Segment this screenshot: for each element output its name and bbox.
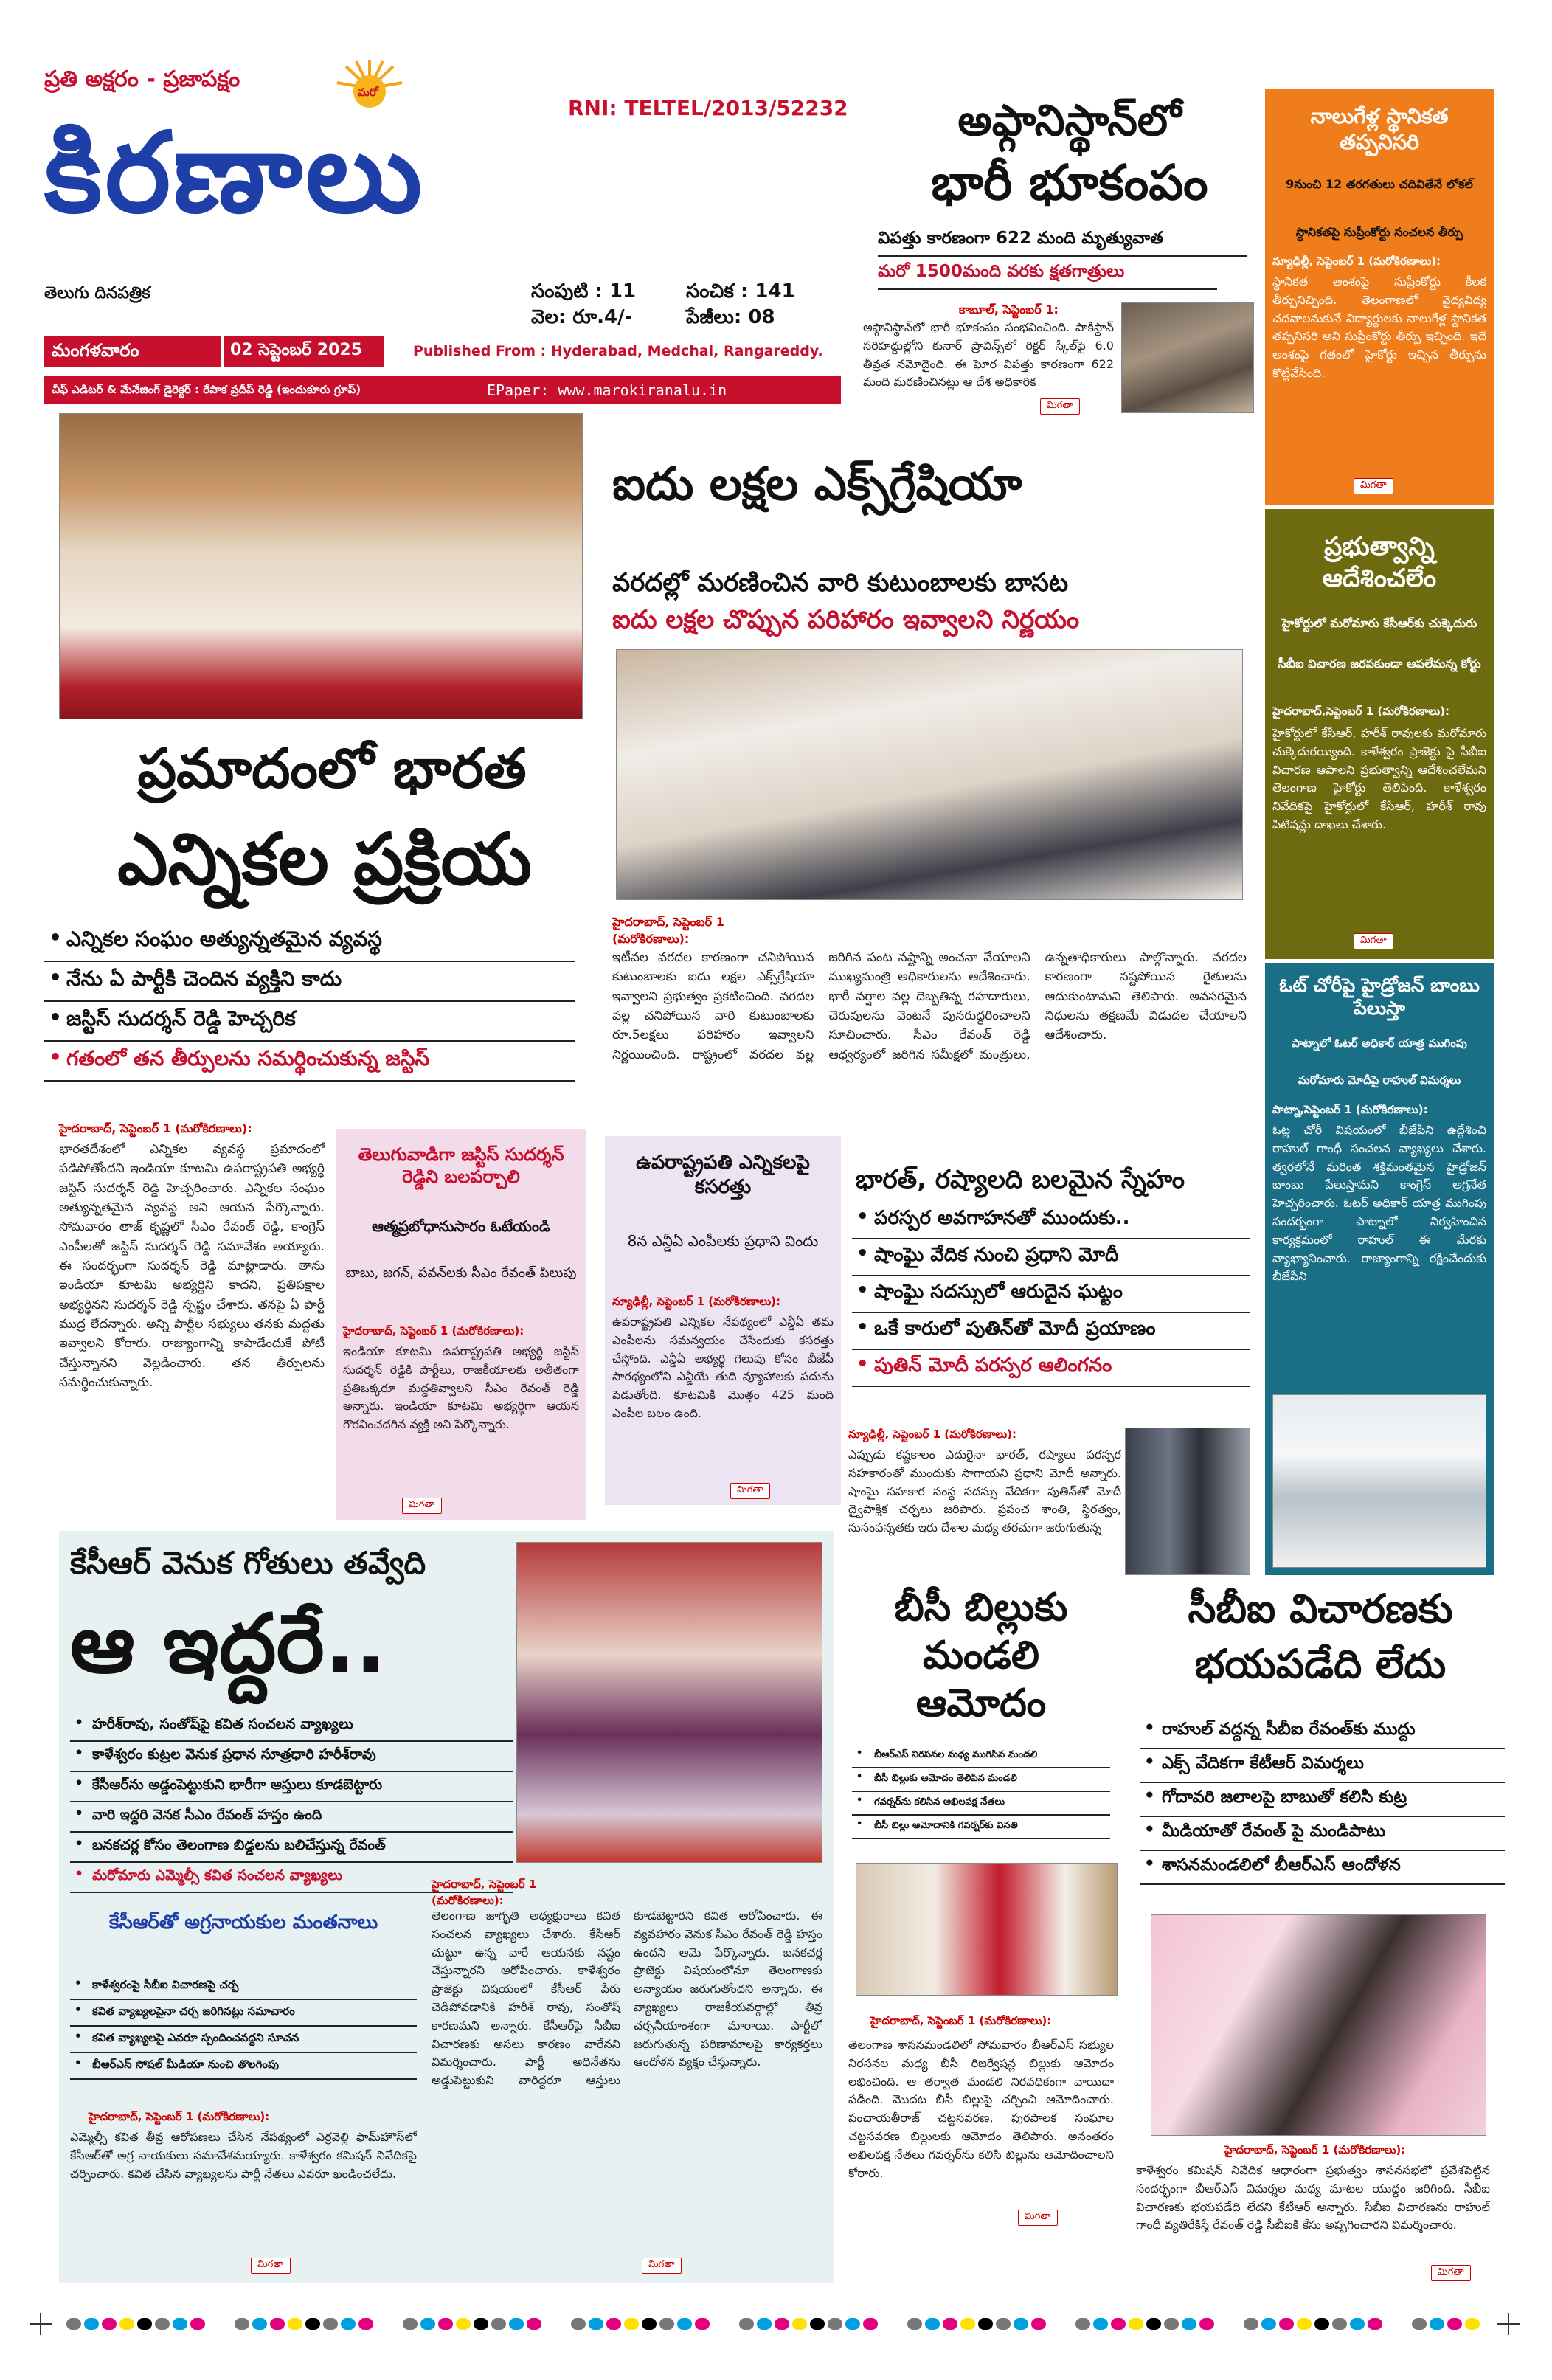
registration-mark [775,2318,789,2330]
registration-mark [119,2318,134,2330]
registration-mark [606,2318,621,2330]
registration-mark [642,2318,657,2330]
vp-heading: ఉపరాష్ట్రపతి ఎన్నికలపై కసరత్తు [636,1152,810,1198]
bc-headline-1: బీసీ బిల్లుకు [894,1585,1068,1630]
bc-bullet-4: • బీసీ బిల్లు ఆమోదానికి గవర్నర్‌కు వినతి [852,1816,1110,1839]
kcr-section [59,1531,834,2283]
pink-sub1: ఆత్మప్రబోధానుసారం ఓటేయండి [372,1217,550,1235]
cbi-bullet-2: • ఎక్స్ వేదికగా కేటీఆర్ విమర్శలు [1140,1749,1505,1783]
right-top-dateline: న్యూఢిల్లీ, సెప్టెంబర్ 1 (మరోకిరణాలు): [1272,255,1441,268]
election-body: భారతదేశంలో ఎన్నికల వ్యవస్థ ప్రమాదంలో పడిపోతోందని ఇండియా కూటమి ఉపరాష్ట్రపతి అభ్యర్థి జస్టిస్ సుదర్శన్ రెడ్డి హెచ్చరించారు. ఎన్నికల సంఘం అత్యున్నతమైన వ్యవస్థ అని ఆయన పేర్కొన్నారు. సోమవారం తాజ్ కృష్ణలో సీఎం రేవంత్ రెడ్డి, కాంగ్రెస్ ఎంపీలతో జస్టిస్ సుదర్శన్ రెడ్డి సమావేశం అయ్యారు. ఈ సందర్భంగా సుదర్శన్ రెడ్డి మాట్లాడారు. తాను ఇండియా కూటమి అభ్యర్థిని కాదని, ప్రతిపక్షాల అభ్యర్థినని సుదర్శన్ రెడ్డి స్పష్టం చేశారు. తనపై ఏ పార్టీ ముద్ర లేదన్నారు. అన్ని పార్టీల సభ్యులు తనకు మద్దతు ఇవ్వాలని కోరారు. రాజ్యాంగాన్ని కాపాడేందుకే పోటీ చేస్తున్నానని వెల్లడించారు. తన తీర్పులను సమర్థించుకున్నారు. [59,1142,325,1391]
registration-mark [102,2318,117,2330]
cbi-dateline: హైదరాబాద్, సెప్టెంబర్ 1 (మరోకిరణాలు): [1224,2143,1406,2156]
afghan-headline-1: అఫ్గానిస్థాన్‌లో [957,95,1182,145]
bc-dateline: హైదరాబాద్, సెప్టెంబర్ 1 (మరోకిరణాలు): [870,2014,1052,2027]
registration-mark [1465,2318,1480,2330]
registration-mark [1146,2318,1161,2330]
day: మంగళవారం [52,340,139,361]
registration-mark [190,2318,205,2330]
vp-box [605,1136,841,1505]
registration-mark [810,2318,825,2330]
registration-mark [845,2318,860,2330]
registration-mark [1332,2318,1347,2330]
kcr-more[interactable]: మిగతా [642,2258,682,2274]
registration-mark [1129,2318,1143,2330]
exgratia-body: ఇటీవల వరదల కారణంగా చనిపోయిన కుటుంబాలకు ఐదు లక్షల ఎక్స్‌గ్రేషియా ఇవ్వాలని ప్రభుత్వం ప్రకటించింది. వరదల వల్ల చనిపోయిన వారి కుటుంబాలకు రూ.5లక్షలు పరిహారం ఇవ్వాలని నిర్ణయించింది. రాష్ట్రంలో వరదల వల్ల జరిగిన పంట నష్టాన్ని అంచనా వేయాలని ముఖ్యమంత్రి అధికారులను ఆదేశించారు. భారీ వర్షాల వల్ల దెబ్బతిన్న రహదారులు, చెరువులను వెంటనే పునరుద్ధరించాలని సూచించారు. సీఎం రేవంత్ రెడ్డి ఆధ్వర్యంలో జరిగిన సమీక్షలో మంత్రులు, ఉన్నతాధికారులు పాల్గొన్నారు. వరదల కారణంగా నష్టపోయిన రైతులను ఆదుకుంటామని తెలిపారు. అవసరమైన నిధులను తక్షణమే విడుదల చేయాలని ఆదేశించారు. [612,950,1247,1062]
vp-sub1: 8న ఎన్డీఏ ఎంపీలకు ప్రధాని విందు [627,1232,819,1250]
kcr-bullet-6: • మరోమారు ఎమ్మెల్సీ కవిత సంచలన వ్యాఖ్యలు [70,1863,513,1893]
registration-mark [509,2318,524,2330]
registration-mark [1031,2318,1046,2330]
published-from: Published From : Hyderabad, Medchal, Rangareddy. [413,343,823,359]
registration-mark [1314,2318,1329,2330]
kcr-box-item-1: • కాళేశ్వరంపై సీబీఐ విచారణపై చర్చ [70,1973,417,2000]
russia-bullet-2: • షాంఘై వేదిక నుంచి ప్రధాని మోదీ [852,1239,1250,1276]
cbi-bullets [1140,1715,1505,1885]
right-top-sub1: 9నుంచి 12 తరగతులు చదివితేనే లోకల్ [1286,177,1473,191]
right-top-box [1265,89,1494,505]
kcr-box-bullets [70,1973,417,2080]
cbi-bullet-5: • శాసనమండలిలో బీఆర్ఎస్ ఆందోళన [1140,1851,1505,1885]
day-badge [44,336,221,367]
afghan-bullet-1: విపత్తు కారణంగా 622 మంది మృత్యువాత [878,229,1247,257]
russia-dateline: న్యూఢిల్లీ, సెప్టెంబర్ 1 (మరోకిరణాలు): [848,1428,1016,1441]
registration-mark [323,2318,338,2330]
cbi-bullet-1: • రాహుల్ వద్దన్న సీబీఐ రేవంత్‌కు ముద్దు [1140,1715,1505,1749]
registration-mark [996,2318,1011,2330]
afghan-story [863,89,1254,421]
registration-mark [1182,2318,1196,2330]
right-teal-box [1265,963,1494,1575]
kcr-box-item-4: • బీఆర్ఎస్ సోషల్ మీడియా నుంచి తొలగింపు [70,2053,417,2080]
registration-mark [1368,2318,1382,2330]
group-photo [59,413,583,719]
registration-mark [960,2318,975,2330]
kcr-bullet-1: • హరీశ్‌రావు, సంతోష్‌పై కవిత సంచలన వ్యాఖ్యలు [70,1712,513,1742]
registration-mark [137,2318,152,2330]
cbi-bullet-3: • గోదావరి జలాలపై బాబుతో కలిసి కుట్ర [1140,1783,1505,1817]
registration-mark [943,2318,957,2330]
registration-mark [1244,2318,1258,2330]
tagline: ప్రతి అక్షరం - ప్రజాపక్షం [44,66,240,92]
afghan-bullet-2: మరో 1500మంది వరకు క్షతగాత్రులు [878,262,1217,290]
pink-body: ఇండియా కూటమి ఉపరాష్ట్రపతి అభ్యర్థి జస్టిస్ సుదర్శన్ రెడ్డికి పార్టీలు, రాజకీయాలకు అతీతంగా ప్రతిఒక్కరూ మద్దతివ్వాలని సీఎం రేవంత్ రెడ్డి అన్నారు. ఇండియా కూటమి అభ్యర్థిగా ఆయన గౌరవించదగిన వ్యక్తి అని పేర్కొన్నారు. [343,1344,579,1432]
right-top-sub2: స్థానికతపై సుప్రీంకోర్టు సంచలన తీర్పు [1295,225,1463,239]
right-top-heading: నాలుగేళ్ల స్థానికత తప్పనిసరి [1310,104,1449,154]
right-teal-heading: ఓట్ చోరీపై హైడ్రోజన్ బాంబు పేలుస్తా [1279,975,1480,1020]
registration-mark [84,2318,99,2330]
rni-number: RNI: TELTEL/2013/52232 [568,96,848,120]
kcr-body: తెలంగాణ జాగృతి అధ్యక్షురాలు కవిత సంచలన వ్యాఖ్యలు చేశారు. కేసీఆర్ చుట్టూ ఉన్న వారే ఆయనకు నష్టం చేస్తున్నారని ఆరోపించారు. కాళేశ్వరం ప్రాజెక్టు విషయంలో కేసీఆర్ పేరు చెడిపోవడానికి హరీశ్ రావు, సంతోష్ కారణమని అన్నారు. కేసీఆర్‌పై సీబీఐ విచారణకు అసలు కారణం వారేనని విమర్శించారు. పార్టీ అధినేతను అడ్డుపెట్టుకుని వారిద్దరూ ఆస్తులు కూడబెట్టారని కవిత ఆరోపించారు. ఈ వ్యవహారం వెనుక సీఎం రేవంత్ రెడ్డి హస్తం ఉందని ఆమె పేర్కొన్నారు. బనకచర్ల ప్రాజెక్టు విషయంలోనూ తెలంగాణకు అన్యాయం జరుగుతోందని అన్నారు. ఈ వ్యాఖ్యలు రాజకీయవర్గాల్లో తీవ్ర చర్చనీయాంశంగా మారాయి. పార్టీలో జరుగుతున్న పరిణామాలపై కార్యకర్తలు ఆందోళన వ్యక్తం చేస్తున్నారు. [432,1909,822,2088]
registration-mark [403,2318,418,2330]
russia-headline: భారత్, రష్యాలది బలమైన స్నేహం [856,1165,1185,1194]
volume: సంపుటి : 11 [531,280,637,302]
registration-mark [792,2318,807,2330]
election-headline-1: ప్రమాదంలో భారత [137,737,527,800]
meeting-photo [616,649,1243,900]
registration-mark [739,2318,754,2330]
right-mid-heading: ప్రభుత్వాన్ని ఆదేశించలేం [1322,532,1437,593]
kcr-headline-1: కేసీఆర్ వెనుక గోతులు తవ్వేది [70,1545,426,1581]
bc-bullet-3: • గవర్నర్‌ను కలిసిన అఖిలపక్ష నేతలు [852,1792,1110,1816]
registration-mark [1350,2318,1365,2330]
kcr-dateline: హైదరాబాద్, సెప్టెంబర్ 1 (మరోకిరణాలు): [432,1878,537,1907]
registration-strip [30,2309,1520,2339]
afghan-body: అఫ్గానిస్థాన్‌లో భారీ భూకంపం సంభవించింది. పాకిస్థాన్ సరిహద్దుల్లోని కునార్ ప్రావిన్స్‌లో రిక్టర్ స్కేల్‌పై 6.0 తీవ్రత నమోదైంది. ఈ ఘోర విపత్తు కారణంగా 622 మంది మరణించినట్లు ఆ దేశ అధికారిక [863,320,1114,390]
registration-mark [1199,2318,1214,2330]
election-headline-2: ఎన్నికల ప్రక్రియ [117,818,532,901]
russia-bullet-5: • పుతిన్ మోదీ పరస్పర ఆలింగనం [852,1350,1250,1387]
registration-mark [757,2318,772,2330]
right-mid-body: హైకోర్టులో కేసీఆర్, హరీశ్ రావులకు మరోమారు చుక్కెదురయ్యింది. కాళేశ్వరం ప్రాజెక్టు పై సీబీఐ విచారణ ఆపాలని ప్రభుత్వాన్ని ఆదేశించలేమని తెలంగాణ హైకోర్టు తెలిపింది. కాళేశ్వరం నివేదికపై హైకోర్టులో కేసీఆర్, హరీశ్ రావు పిటిషన్లు దాఖలు చేశారు. [1272,726,1486,831]
logo-text: కిరణాలు [44,109,426,238]
registration-mark [420,2318,435,2330]
right-top-body: స్థానికత అంశంపై సుప్రీంకోర్టు కీలక తీర్పునిచ్చింది. తెలంగాణలో వైద్యవిద్య చదవాలనుకునే విద్యార్థులకు నాలుగేళ్ల స్థానికత తప్పనిసరి అని సుప్రీంకోర్టు తీర్పు ఇచ్చింది. ఇదే అంశంపై గతంలో హైకోర్టు ఇచ్చిన తీర్పును కొట్టివేసింది. [1272,274,1486,380]
kcr-bullet-3: • కేసీఆర్‌ను అడ్డంపెట్టుకుని భారీగా ఆస్తులు కూడబెట్టారు [70,1772,513,1802]
registration-mark [1093,2318,1108,2330]
election-bullet-4: • గతంలో తన తీర్పులను సమర్థించుకున్న జస్టిస్ [44,1042,575,1082]
right-mid-sub1: హైకోర్టులో మరోమారు కేసీఆర్‌కు చుక్కెదురు [1281,616,1477,630]
vp-dateline: న్యూఢిల్లీ, సెప్టెంబర్ 1 (మరోకిరణాలు): [612,1295,780,1308]
registration-mark [66,2318,81,2330]
russia-bullets [852,1203,1250,1387]
kcr-box-item-3: • కవిత వ్యాఖ్యలపై ఎవరూ స్పందించవద్దని సూచన [70,2027,417,2053]
registration-mark [624,2318,639,2330]
right-teal-sub1: పాట్నాలో ఓటర్ అధికార్ యాత్ర ముగింపు [1292,1037,1467,1050]
russia-body: ఎప్పుడు కష్టకాలం ఎదురైనా భారత్, రష్యాలు పరస్పర సహకారంతో ముందుకు సాగాయని ప్రధాని మోదీ అన్నారు. షాంఘై సహకార సంస్థ సదస్సు వేదికగా పుతిన్‌తో మోదీ ద్వైపాక్షిక చర్చలు జరిపారు. ప్రపంచ శాంతి, స్థిరత్వం, సుసంపన్నతకు ఇరు దేశాల మధ్య తరచుగా జరుగుతున్న [848,1447,1121,1535]
registration-mark [341,2318,356,2330]
right-mid-box [1265,509,1494,959]
kcr-box-more[interactable]: మిగతా [251,2258,291,2274]
kcr-box-body: ఎమ్మెల్సీ కవిత తీవ్ర ఆరోపణలు చేసిన నేపథ్యంలో ఎర్రవెల్లి ఫామ్‌హౌస్‌లో కేసీఆర్‌తో అగ్ర నాయకులు సమావేశమయ్యారు. కాళేశ్వరం కమిషన్ నివేదికపై చర్చించారు. కవిత చేసిన వ్యాఖ్యలను పార్టీ నేతలు ఎవరూ ఖండించలేదు. [70,2130,417,2181]
registration-mark [863,2318,878,2330]
price: వెల: రూ.4/- [531,306,633,328]
registration-mark [978,2318,993,2330]
registration-mark [828,2318,842,2330]
registration-mark [1447,2318,1462,2330]
registration-mark [491,2318,506,2330]
registration-mark [659,2318,674,2330]
pink-sub2: బాబు, జగన్, పవన్‌లకు సీఎం రేవంత్ పిలుపు [345,1265,577,1281]
registration-mark [1279,2318,1294,2330]
date: 02 సెప్టెంబర్ 2025 [230,341,362,359]
right-mid-dateline: హైదరాబాద్,సెప్టెంబర్ 1 (మరోకిరణాలు): [1272,705,1450,718]
afghan-dateline: కాబూల్, సెప్టెంబర్ 1: [959,302,1059,316]
russia-bullet-3: • షాంఘై సదస్సులో ఆరుదైన ఘట్టం [852,1276,1250,1313]
registration-mark [173,2318,187,2330]
registration-mark [925,2318,940,2330]
issue: సంచిక : 141 [686,280,795,302]
registration-mark [252,2318,267,2330]
exgratia-sub2: ఐదు లక్షల చొప్పున పరిహారం ఇవ్వాలని నిర్ణయం [612,605,1080,634]
right-teal-sub2: మరోమారు మోదీపై రాహుల్ విమర్శలు [1298,1073,1461,1087]
exgratia-headline: ఐదు లక్షల ఎక్స్‌గ్రేషియా [612,457,1022,511]
election-dateline: హైదరాబాద్, సెప్టెంబర్ 1 (మరోకిరణాలు): [59,1121,252,1135]
registration-mark [1075,2318,1090,2330]
kcr-bullet-5: • బనకచర్ల కోసం తెలంగాణ బిడ్డలను బలిచేస్తున్న రేవంత్ [70,1833,513,1863]
registration-mark [1111,2318,1126,2330]
exgratia-sub1: వరదల్లో మరణించిన వారి కుటుంబాలకు బాసట [612,568,1069,598]
pink-heading: తెలుగువాడిగా జస్టిస్ సుదర్శన్ రెడ్డిని బలపర్చాలి [358,1144,564,1187]
kavitha-photo [516,1542,822,1863]
russia-bullet-1: • పరస్పర అవగాహనతో ముందుకు.. [852,1203,1250,1239]
sun-logo-icon [336,59,403,111]
editor-strip [44,376,841,404]
epaper-link[interactable]: EPaper: www.marokiranalu.in [487,381,727,399]
registration-mark [438,2318,453,2330]
election-bullets [44,922,575,1082]
registration-mark [155,2318,170,2330]
kcr-bullets [70,1712,513,1893]
election-bullet-1: • ఎన్నికల సంఘం అత్యున్నతమైన వ్యవస్థ [44,922,575,962]
registration-mark [358,2318,373,2330]
right-top-more[interactable]: మిగతా [1354,478,1393,494]
right-teal-dateline: పాట్నా,సెప్టెంబర్ 1 (మరోకిరణాలు): [1272,1103,1428,1116]
registration-mark [695,2318,710,2330]
kcr-box-dateline: హైదరాబాద్, సెప్టెంబర్ 1 (మరోకిరణాలు): [89,2110,270,2123]
bc-bullet-1: • బీఆర్ఎస్ నిరసనల మధ్య ముగిసిన మండలి [852,1745,1110,1768]
cbi-more[interactable]: మిగతా [1431,2265,1471,2281]
bc-bullet-2: • బీసీ బిల్లుకు ఆమోదం తెలిపిన మండలి [852,1768,1110,1792]
russia-photo [1125,1428,1250,1575]
registration-mark [1014,2318,1028,2330]
election-bullet-3: • జస్టిస్ సుదర్శన్ రెడ్డి హెచ్చరిక [44,1002,575,1042]
registration-mark [456,2318,471,2330]
pink-more[interactable]: మిగతా [402,1498,442,1514]
registration-mark [270,2318,285,2330]
registration-mark [1164,2318,1179,2330]
kcr-box-item-2: • కవిత వ్యాఖ్యలపైనా చర్చ జరిగినట్లు సమాచారం [70,2000,417,2027]
bc-bullets [852,1745,1110,1839]
afghan-more[interactable]: మిగతా [1040,398,1080,415]
bc-headline-3: ఆమోదం [915,1681,1047,1726]
pages: పేజీలు: 08 [686,306,775,328]
cbi-bullet-4: • మీడియాతో రేవంత్ పై మండిపాటు [1140,1817,1505,1851]
cbi-body: కాళేశ్వరం కమిషన్ నివేదిక ఆధారంగా ప్రభుత్వం శాసనసభలో ప్రవేశపెట్టిన సందర్భంగా బీఆర్ఎస్ విమర్శల మధ్య మాటల యుద్ధం జరిగింది. సీబీఐ విచారణకు భయపడేది లేదని కేటీఆర్ అన్నారు. సీబీఐ విచారణను రాహుల్ గాంధీ వ్యతిరేకిస్తే రేవంత్ రెడ్డి సీబీఐకి కేసు అప్పగించారని విమర్శించారు. [1136,2163,1490,2232]
afghan-photo [1121,302,1254,413]
russia-bullet-4: • ఒకే కారులో పుతిన్‌తో మోదీ ప్రయాణం [852,1313,1250,1350]
bc-headline-2: మండలి [923,1633,1039,1678]
logo-small-text: మరో [358,86,378,99]
pink-box [336,1129,586,1520]
kcr-headline-2: ఆ ఇద్దరే.. [70,1597,387,1691]
pink-dateline: హైదరాబాద్, సెప్టెంబర్ 1 (మరోకిరణాలు): [343,1324,524,1338]
vp-body: ఉపరాష్ట్రపతి ఎన్నికల నేపథ్యంలో ఎన్డీఏ తమ ఎంపీలను సమన్వయం చేసేందుకు కసరత్తు చేస్తోంది. ఎన్డీఏ అభ్యర్థి గెలుపు కోసం బీజేపీ సారథ్యంలోని ఎన్డీయే తుది వ్యూహాలకు పదును పెడుతోంది. కూటమికి మొత్తం 425 మంది ఎంపీల బలం ఉంది. [612,1315,834,1420]
editor-line: చీఫ్ ఎడిటర్ & మేనేజింగ్ డైరెక్టర్ : రేపాక ప్రదీప్ రెడ్డి (ఇందుకూరు గ్రూప్) [52,383,361,396]
registration-mark [571,2318,586,2330]
right-mid-more[interactable]: మిగతా [1354,933,1393,949]
paper-subtitle: తెలుగు దినపత్రిక [44,284,150,302]
bc-body: తెలంగాణ శాసనమండలిలో సోమవారం బీఆర్ఎస్ సభ్యుల నిరసనల మధ్య బీసీ రిజర్వేషన్ల బిల్లుకు ఆమోదం లభించింది. ఆ తర్వాత మండలి నిరవధికంగా వాయిదా పడింది. మొదట బీసీ బిల్లుపై చర్చించి ఆమోదించారు. పంచాయతీరాజ్ చట్టసవరణ, పురపాలక సంఘాల చట్టసవరణ బిల్లులకు ఆమోదం తెలిపారు. అనంతరం అఖిలపక్ష నేతలు గవర్నర్‌ను కలిసి బిల్లును ఆమోదించాలని కోరారు. [848,2038,1114,2180]
date-badge [224,336,384,367]
exgratia-dateline: హైదరాబాద్, సెప్టెంబర్ 1 (మరోకిరణాలు): [612,915,724,946]
registration-mark [907,2318,922,2330]
registration-mark [589,2318,603,2330]
right-mid-sub2: సీబీఐ విచారణ జరపకుండా ఆపలేమన్న కోర్టు [1278,657,1481,671]
right-teal-body: ఓట్ల చోరీ విషయంలో బీజేపీని ఉద్దేశించి రాహుల్ గాంధీ సంచలన వ్యాఖ్యలు చేశారు. త్వరలోనే మరింత శక్తిమంతమైన హైడ్రోజన్ బాంబు పేలుస్తామని కాంగ్రెస్ అగ్రనేత హెచ్చరించారు. ఓటర్ అధికార్ యాత్ర ముగింపు సందర్భంగా పాట్నాలో నిర్వహించిన కార్యక్రమంలో రాహుల్ ఈ మేరకు వ్యాఖ్యానించారు. రాజ్యాంగాన్ని రక్షించేందుకు బీజేపీని [1272,1123,1486,1284]
kcr-box-heading: కేసీఆర్‌తో అగ్రనాయకుల మంతనాలు [108,1912,378,1934]
registration-mark [527,2318,541,2330]
registration-mark [1430,2318,1444,2330]
election-bullet-2: • నేను ఏ పార్టీకి చెందిన వ్యక్తిని కాదు [44,962,575,1002]
registration-mark [305,2318,320,2330]
registration-mark [474,2318,488,2330]
registration-mark [235,2318,249,2330]
bc-photo [856,1863,1118,1996]
ktr-photo [1151,1914,1486,2136]
kcr-bullet-2: • కాళేశ్వరం కుట్రల వెనుక ప్రధాన సూత్రధారి హరీశ్‌రావు [70,1742,513,1772]
vp-more[interactable]: మిగతా [730,1483,770,1499]
afghan-headline-2: భారీ భూకంపం [931,154,1208,211]
registration-mark [677,2318,692,2330]
cbi-headline-1: సీబీఐ విచారణకు [1188,1585,1453,1632]
registration-mark [1297,2318,1312,2330]
bc-more[interactable]: మిగతా [1018,2210,1058,2226]
registration-mark [288,2318,302,2330]
cbi-headline-2: భయపడేది లేదు [1194,1641,1447,1687]
registration-mark [1412,2318,1427,2330]
registration-mark [1261,2318,1276,2330]
kcr-bullet-4: • వారి ఇద్దరి వెనక సీఎం రేవంత్ హస్తం ఉంది [70,1802,513,1833]
right-teal-photo [1272,1394,1486,1568]
masthead [44,66,863,413]
